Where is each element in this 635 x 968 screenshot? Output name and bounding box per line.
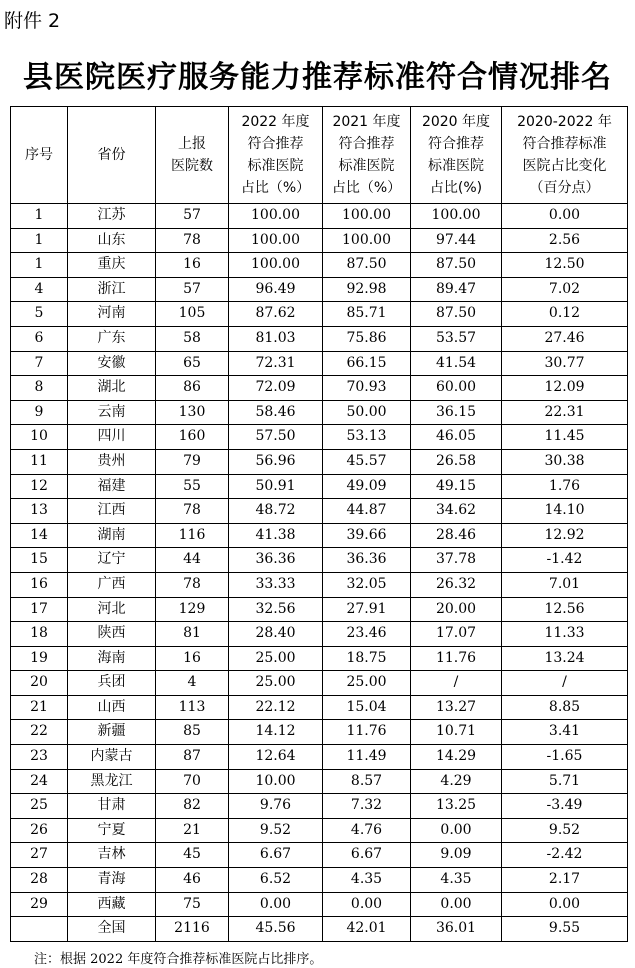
- change-cell: 13.24: [502, 646, 628, 671]
- header-line: 符合推荐: [247, 136, 304, 152]
- hospital-count-cell: 78: [156, 228, 229, 253]
- ratio-2020-cell: 46.05: [411, 425, 502, 450]
- ratio-2020-cell: 89.47: [411, 277, 502, 302]
- rank-cell: [11, 917, 68, 942]
- change-cell: 1.76: [502, 474, 628, 499]
- header-2022-ratio: [229, 107, 323, 204]
- province-cell: 陕西: [68, 622, 156, 647]
- ratio-2020-cell: 0.00: [411, 818, 502, 843]
- rank-cell: 4: [11, 277, 68, 302]
- ratio-2022-cell: 100.00: [229, 204, 323, 229]
- ratio-2021-cell: 100.00: [323, 228, 411, 253]
- ratio-2022-cell: 87.62: [229, 302, 323, 327]
- ratio-2022-cell: 100.00: [229, 228, 323, 253]
- ratio-2020-cell: 10.71: [411, 720, 502, 745]
- table-row: [11, 671, 628, 696]
- ratio-2021-cell: 39.66: [323, 523, 411, 548]
- rank-cell: 17: [11, 597, 68, 622]
- hospital-count-cell: 129: [156, 597, 229, 622]
- ratio-2022-cell: 12.64: [229, 745, 323, 770]
- ratio-2020-cell: 100.00: [411, 204, 502, 229]
- ratio-2022-cell: 100.00: [229, 253, 323, 278]
- table-row: [11, 376, 628, 401]
- table-row: [11, 843, 628, 868]
- table-row: [11, 548, 628, 573]
- table-row: [11, 326, 628, 351]
- ratio-2021-cell: 87.50: [323, 253, 411, 278]
- header-line: 标准医院: [247, 158, 304, 174]
- hospital-count-cell: 86: [156, 376, 229, 401]
- rank-cell: 7: [11, 351, 68, 376]
- ratio-2022-cell: 41.38: [229, 523, 323, 548]
- ranking-table: [10, 106, 628, 942]
- table-row: [11, 400, 628, 425]
- hospital-count-cell: 81: [156, 622, 229, 647]
- change-cell: 7.01: [502, 572, 628, 597]
- ratio-2020-cell: 37.78: [411, 548, 502, 573]
- change-cell: 3.41: [502, 720, 628, 745]
- ratio-2021-cell: 50.00: [323, 400, 411, 425]
- ratio-2020-cell: 13.27: [411, 695, 502, 720]
- ratio-2020-cell: 11.76: [411, 646, 502, 671]
- hospital-count-cell: 79: [156, 449, 229, 474]
- rank-cell: 24: [11, 769, 68, 794]
- ratio-2022-cell: 57.50: [229, 425, 323, 450]
- ratio-2020-cell: 17.07: [411, 622, 502, 647]
- table-row: [11, 572, 628, 597]
- province-cell: 河北: [68, 597, 156, 622]
- ratio-2020-cell: 20.00: [411, 597, 502, 622]
- change-cell: 12.09: [502, 376, 628, 401]
- province-cell: 全国: [68, 917, 156, 942]
- province-cell: 贵州: [68, 449, 156, 474]
- ratio-2022-cell: 14.12: [229, 720, 323, 745]
- ratio-2022-cell: 36.36: [229, 548, 323, 573]
- rank-cell: 20: [11, 671, 68, 696]
- table-row: [11, 769, 628, 794]
- ratio-2021-cell: 32.05: [323, 572, 411, 597]
- ratio-2022-cell: 25.00: [229, 671, 323, 696]
- header-rank: [11, 107, 68, 204]
- ratio-2021-cell: 66.15: [323, 351, 411, 376]
- table-row: [11, 425, 628, 450]
- province-cell: 山东: [68, 228, 156, 253]
- province-cell: 四川: [68, 425, 156, 450]
- header-line: 2021 年度: [332, 114, 401, 130]
- ratio-2021-cell: 70.93: [323, 376, 411, 401]
- province-cell: 西藏: [68, 892, 156, 917]
- rank-cell: 6: [11, 326, 68, 351]
- change-cell: 11.33: [502, 622, 628, 647]
- header-line: 2020 年度: [421, 114, 491, 130]
- hospital-count-cell: 45: [156, 843, 229, 868]
- rank-cell: 14: [11, 523, 68, 548]
- table-row: [11, 302, 628, 327]
- ratio-2022-cell: 32.56: [229, 597, 323, 622]
- province-cell: 海南: [68, 646, 156, 671]
- ratio-2020-cell: 49.15: [411, 474, 502, 499]
- ratio-2022-cell: 10.00: [229, 769, 323, 794]
- ratio-2020-cell: 26.58: [411, 449, 502, 474]
- change-cell: 0.00: [502, 204, 628, 229]
- table-row: [11, 499, 628, 524]
- table-row: [11, 474, 628, 499]
- ratio-2020-cell: 87.50: [411, 302, 502, 327]
- ratio-2021-cell: 27.91: [323, 597, 411, 622]
- rank-cell: 12: [11, 474, 68, 499]
- rank-cell: 1: [11, 204, 68, 229]
- ratio-2021-cell: 6.67: [323, 843, 411, 868]
- table-row: [11, 745, 628, 770]
- ratio-2021-cell: 11.76: [323, 720, 411, 745]
- hospital-count-cell: 78: [156, 499, 229, 524]
- rank-cell: 25: [11, 794, 68, 819]
- ratio-2021-cell: 92.98: [323, 277, 411, 302]
- header-line: 医院占比变化: [522, 158, 607, 174]
- table-row: [11, 720, 628, 745]
- rank-cell: 18: [11, 622, 68, 647]
- header-line: 序号: [25, 147, 53, 163]
- province-cell: 湖南: [68, 523, 156, 548]
- province-cell: 江西: [68, 499, 156, 524]
- province-cell: 宁夏: [68, 818, 156, 843]
- change-cell: 30.38: [502, 449, 628, 474]
- ratio-2021-cell: 25.00: [323, 671, 411, 696]
- hospital-count-cell: 55: [156, 474, 229, 499]
- header-line: 符合推荐标准: [522, 136, 607, 152]
- change-cell: 12.56: [502, 597, 628, 622]
- province-cell: 新疆: [68, 720, 156, 745]
- province-cell: 云南: [68, 400, 156, 425]
- ratio-2022-cell: 50.91: [229, 474, 323, 499]
- ratio-2021-cell: 42.01: [323, 917, 411, 942]
- province-cell: 兵团: [68, 671, 156, 696]
- ratio-2022-cell: 9.76: [229, 794, 323, 819]
- ratio-2020-cell: 4.29: [411, 769, 502, 794]
- header-line: 标准医院: [428, 158, 484, 174]
- rank-cell: 13: [11, 499, 68, 524]
- ratio-2021-cell: 4.35: [323, 868, 411, 893]
- ratio-2020-cell: 41.54: [411, 351, 502, 376]
- change-cell: 9.55: [502, 917, 628, 942]
- ratio-2022-cell: 72.09: [229, 376, 323, 401]
- ratio-2021-cell: 4.76: [323, 818, 411, 843]
- table-header-row: [11, 107, 628, 204]
- table-row: [11, 597, 628, 622]
- ratio-2022-cell: 6.52: [229, 868, 323, 893]
- ratio-2020-cell: 87.50: [411, 253, 502, 278]
- hospital-count-cell: 130: [156, 400, 229, 425]
- change-cell: 11.45: [502, 425, 628, 450]
- ratio-2022-cell: 48.72: [229, 499, 323, 524]
- change-cell: /: [502, 671, 628, 696]
- rank-cell: 27: [11, 843, 68, 868]
- rank-cell: 11: [11, 449, 68, 474]
- change-cell: 8.85: [502, 695, 628, 720]
- ratio-2021-cell: 23.46: [323, 622, 411, 647]
- hospital-count-cell: 160: [156, 425, 229, 450]
- ratio-2021-cell: 18.75: [323, 646, 411, 671]
- hospital-count-cell: 44: [156, 548, 229, 573]
- ratio-2020-cell: 34.62: [411, 499, 502, 524]
- rank-cell: 1: [11, 253, 68, 278]
- ratio-2020-cell: 9.09: [411, 843, 502, 868]
- ratio-2020-cell: 36.01: [411, 917, 502, 942]
- table-body: [11, 204, 628, 942]
- table-row: [11, 892, 628, 917]
- change-cell: 14.10: [502, 499, 628, 524]
- ratio-2021-cell: 0.00: [323, 892, 411, 917]
- ratio-2022-cell: 0.00: [229, 892, 323, 917]
- province-cell: 河南: [68, 302, 156, 327]
- hospital-count-cell: 58: [156, 326, 229, 351]
- province-cell: 福建: [68, 474, 156, 499]
- ratio-2022-cell: 22.12: [229, 695, 323, 720]
- province-cell: 内蒙古: [68, 745, 156, 770]
- rank-cell: 29: [11, 892, 68, 917]
- change-cell: -1.65: [502, 745, 628, 770]
- rank-cell: 19: [11, 646, 68, 671]
- header-change: [502, 107, 628, 204]
- table-row: [11, 351, 628, 376]
- hospital-count-cell: 16: [156, 646, 229, 671]
- province-cell: 广东: [68, 326, 156, 351]
- header-line: 医院数: [171, 158, 213, 174]
- hospital-count-cell: 65: [156, 351, 229, 376]
- province-cell: 浙江: [68, 277, 156, 302]
- table-row: [11, 253, 628, 278]
- rank-cell: 9: [11, 400, 68, 425]
- ratio-2020-cell: 97.44: [411, 228, 502, 253]
- footnote: 注：根据 2022 年度符合推荐标准医院占比排序。: [34, 952, 323, 967]
- province-cell: 安徽: [68, 351, 156, 376]
- table-row: [11, 868, 628, 893]
- table-row: [11, 523, 628, 548]
- ratio-2020-cell: 26.32: [411, 572, 502, 597]
- ratio-2022-cell: 33.33: [229, 572, 323, 597]
- change-cell: -2.42: [502, 843, 628, 868]
- province-cell: 辽宁: [68, 548, 156, 573]
- hospital-count-cell: 2116: [156, 917, 229, 942]
- change-cell: 22.31: [502, 400, 628, 425]
- rank-cell: 16: [11, 572, 68, 597]
- change-cell: 0.12: [502, 302, 628, 327]
- ratio-2020-cell: 36.15: [411, 400, 502, 425]
- hospital-count-cell: 57: [156, 277, 229, 302]
- table-row: [11, 818, 628, 843]
- hospital-count-cell: 75: [156, 892, 229, 917]
- ratio-2021-cell: 7.32: [323, 794, 411, 819]
- province-cell: 甘肃: [68, 794, 156, 819]
- hospital-count-cell: 4: [156, 671, 229, 696]
- table-row: [11, 917, 628, 942]
- hospital-count-cell: 46: [156, 868, 229, 893]
- change-cell: 12.92: [502, 523, 628, 548]
- ratio-2021-cell: 8.57: [323, 769, 411, 794]
- header-line: （百分点）: [529, 180, 600, 196]
- rank-cell: 8: [11, 376, 68, 401]
- hospital-count-cell: 85: [156, 720, 229, 745]
- header-line: 省份: [97, 147, 126, 163]
- ratio-2022-cell: 96.49: [229, 277, 323, 302]
- ratio-2020-cell: 14.29: [411, 745, 502, 770]
- province-cell: 吉林: [68, 843, 156, 868]
- ratio-2021-cell: 85.71: [323, 302, 411, 327]
- change-cell: 27.46: [502, 326, 628, 351]
- table-row: [11, 449, 628, 474]
- table-row: [11, 695, 628, 720]
- ratio-2021-cell: 11.49: [323, 745, 411, 770]
- rank-cell: 15: [11, 548, 68, 573]
- hospital-count-cell: 113: [156, 695, 229, 720]
- hospital-count-cell: 16: [156, 253, 229, 278]
- ratio-2021-cell: 45.57: [323, 449, 411, 474]
- header-line: 标准医院: [338, 158, 395, 174]
- page-title: 县医院医疗服务能力推荐标准符合情况排名: [23, 60, 612, 95]
- ratio-2022-cell: 72.31: [229, 351, 323, 376]
- rank-cell: 10: [11, 425, 68, 450]
- hospital-count-cell: 70: [156, 769, 229, 794]
- attachment-label: 附件 2: [4, 10, 61, 32]
- table-row: [11, 204, 628, 229]
- table-row: [11, 794, 628, 819]
- header-line: 符合推荐: [338, 136, 395, 152]
- ratio-2020-cell: 28.46: [411, 523, 502, 548]
- hospital-count-cell: 87: [156, 745, 229, 770]
- hospital-count-cell: 116: [156, 523, 229, 548]
- table-row: [11, 277, 628, 302]
- ratio-2020-cell: 4.35: [411, 868, 502, 893]
- ratio-2020-cell: 53.57: [411, 326, 502, 351]
- ratio-2022-cell: 6.67: [229, 843, 323, 868]
- change-cell: 2.17: [502, 868, 628, 893]
- change-cell: -1.42: [502, 548, 628, 573]
- hospital-count-cell: 82: [156, 794, 229, 819]
- ratio-2021-cell: 100.00: [323, 204, 411, 229]
- rank-cell: 1: [11, 228, 68, 253]
- province-cell: 山西: [68, 695, 156, 720]
- province-cell: 江苏: [68, 204, 156, 229]
- change-cell: 5.71: [502, 769, 628, 794]
- change-cell: 30.77: [502, 351, 628, 376]
- table-row: [11, 228, 628, 253]
- header-line: 2022 年度: [241, 114, 310, 130]
- province-cell: 广西: [68, 572, 156, 597]
- ratio-2022-cell: 9.52: [229, 818, 323, 843]
- rank-cell: 22: [11, 720, 68, 745]
- hospital-count-cell: 105: [156, 302, 229, 327]
- change-cell: -3.49: [502, 794, 628, 819]
- header-line: 占比（%）: [331, 180, 402, 196]
- header-province: [68, 107, 156, 204]
- ratio-2022-cell: 58.46: [229, 400, 323, 425]
- header-hospital-count: [156, 107, 229, 204]
- header-line: 占比（%）: [240, 180, 311, 196]
- header-2021-ratio: [323, 107, 411, 204]
- ratio-2020-cell: 13.25: [411, 794, 502, 819]
- ratio-2022-cell: 81.03: [229, 326, 323, 351]
- table-row: [11, 646, 628, 671]
- ratio-2021-cell: 15.04: [323, 695, 411, 720]
- change-cell: 0.00: [502, 892, 628, 917]
- ratio-2021-cell: 36.36: [323, 548, 411, 573]
- rank-cell: 26: [11, 818, 68, 843]
- ratio-2021-cell: 49.09: [323, 474, 411, 499]
- rank-cell: 5: [11, 302, 68, 327]
- rank-cell: 28: [11, 868, 68, 893]
- ratio-2021-cell: 53.13: [323, 425, 411, 450]
- header-line: 2020-2022 年: [517, 114, 612, 130]
- change-cell: 12.50: [502, 253, 628, 278]
- rank-cell: 23: [11, 745, 68, 770]
- ratio-2021-cell: 75.86: [323, 326, 411, 351]
- ratio-2020-cell: 0.00: [411, 892, 502, 917]
- hospital-count-cell: 57: [156, 204, 229, 229]
- province-cell: 黑龙江: [68, 769, 156, 794]
- ratio-2020-cell: /: [411, 671, 502, 696]
- change-cell: 2.56: [502, 228, 628, 253]
- header-2020-ratio: [411, 107, 502, 204]
- province-cell: 重庆: [68, 253, 156, 278]
- ratio-2021-cell: 44.87: [323, 499, 411, 524]
- change-cell: 7.02: [502, 277, 628, 302]
- header-line: 符合推荐: [428, 136, 484, 152]
- ratio-2022-cell: 25.00: [229, 646, 323, 671]
- change-cell: 9.52: [502, 818, 628, 843]
- ratio-2020-cell: 60.00: [411, 376, 502, 401]
- ratio-2022-cell: 45.56: [229, 917, 323, 942]
- rank-cell: 21: [11, 695, 68, 720]
- header-line: 上报: [178, 136, 206, 152]
- ratio-2022-cell: 56.96: [229, 449, 323, 474]
- hospital-count-cell: 21: [156, 818, 229, 843]
- table-row: [11, 622, 628, 647]
- province-cell: 青海: [68, 868, 156, 893]
- hospital-count-cell: 78: [156, 572, 229, 597]
- ratio-2022-cell: 28.40: [229, 622, 323, 647]
- province-cell: 湖北: [68, 376, 156, 401]
- header-line: 占比(%): [429, 180, 483, 196]
